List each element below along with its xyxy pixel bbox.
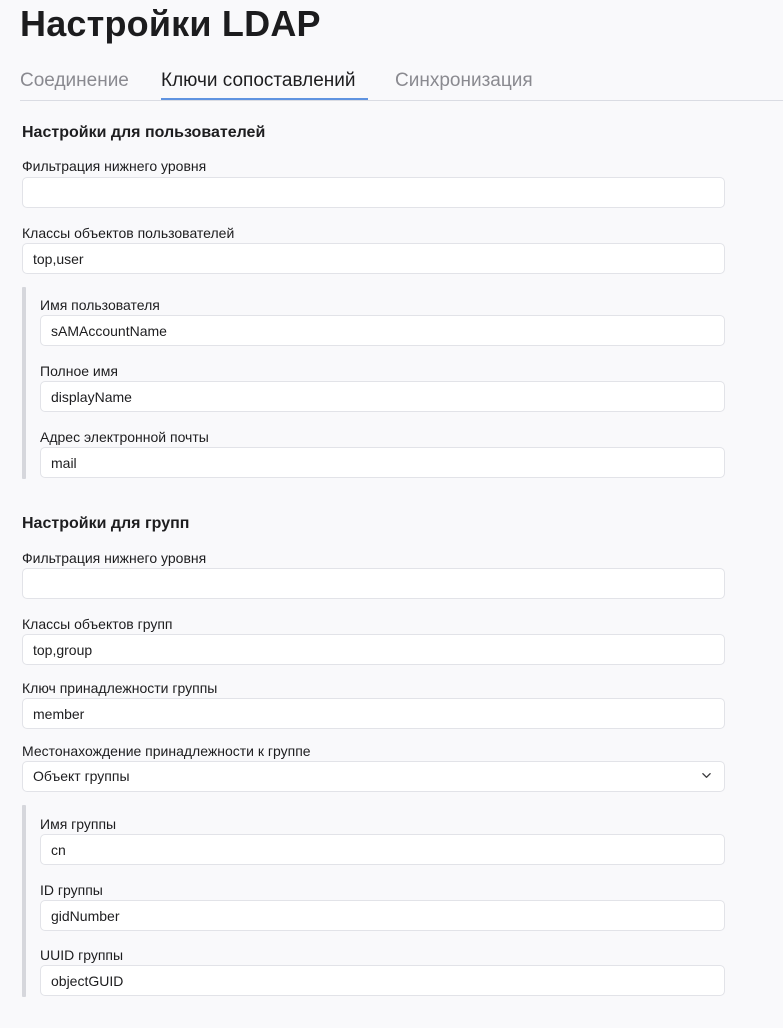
username-label: Имя пользователя <box>40 297 160 313</box>
group-uuid-input[interactable] <box>40 965 725 996</box>
users-object-classes-input[interactable] <box>22 243 725 274</box>
users-attributes-group-bar <box>22 287 26 479</box>
users-filter-input[interactable] <box>22 177 725 208</box>
tab-sync[interactable]: Синхронизация <box>395 70 533 91</box>
users-section-heading: Настройки для пользователей <box>22 124 266 141</box>
membership-location-label: Местонахождение принадлежности к группе <box>22 743 311 759</box>
groups-section-heading: Настройки для групп <box>22 515 190 532</box>
users-object-classes-label: Классы объектов пользователей <box>22 225 235 241</box>
group-name-label: Имя группы <box>40 816 117 832</box>
tab-connection[interactable]: Соединение <box>20 70 129 91</box>
groups-object-classes-label: Классы объектов групп <box>22 616 173 632</box>
groups-object-classes-input[interactable] <box>22 634 725 665</box>
membership-location-selected: Объект группы <box>33 768 130 784</box>
active-tab-indicator <box>161 98 368 100</box>
membership-key-input[interactable] <box>22 698 725 729</box>
users-filter-label: Фильтрация нижнего уровня <box>22 158 207 174</box>
groups-filter-label: Фильтрация нижнего уровня <box>22 550 207 566</box>
email-input[interactable] <box>40 447 725 478</box>
full-name-label: Полное имя <box>40 363 118 379</box>
groups-filter-input[interactable] <box>22 568 725 599</box>
chevron-down-icon <box>702 771 711 780</box>
page-title: Настройки LDAP <box>20 3 321 44</box>
groups-attributes-group-bar <box>22 805 26 997</box>
group-id-label: ID группы <box>40 882 103 898</box>
group-id-input[interactable] <box>40 900 725 931</box>
tab-bar <box>20 60 783 101</box>
tab-mapping-keys[interactable]: Ключи сопоставлений <box>161 70 356 91</box>
membership-location-select[interactable] <box>22 761 725 792</box>
group-uuid-label: UUID группы <box>40 947 124 963</box>
full-name-input[interactable] <box>40 381 725 412</box>
username-input[interactable] <box>40 315 725 346</box>
email-label: Адрес электронной почты <box>40 429 209 445</box>
group-name-input[interactable] <box>40 834 725 865</box>
membership-key-label: Ключ принадлежности группы <box>22 680 218 696</box>
